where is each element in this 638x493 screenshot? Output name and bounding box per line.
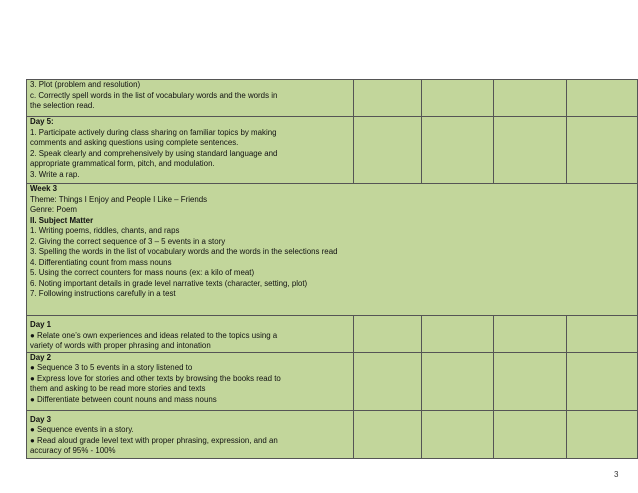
subject-item: 5. Using the correct counters for mass nouns (ex: a kilo of meat)	[30, 268, 255, 277]
text-line: ● Differentiate between count nouns and mass nouns	[30, 394, 217, 404]
text-line: them and asking to be read more stories and texts	[30, 384, 206, 393]
empty-cell	[494, 316, 567, 353]
objectives-cell	[27, 352, 354, 410]
week-theme: Theme: Things I Enjoy and People I Like – Friends	[30, 194, 208, 204]
objectives-cell	[27, 80, 354, 117]
day-heading: Day 2	[30, 352, 52, 362]
table-row	[27, 410, 638, 458]
subject-item: 4. Differentiating count from mass nouns	[30, 257, 172, 267]
text-line: 3. Plot (problem and resolution)	[30, 80, 141, 89]
text-line: ● Sequence 3 to 5 events in a story listened to	[30, 363, 193, 372]
empty-cell	[422, 410, 494, 458]
empty-cell	[494, 352, 567, 410]
subject-item: 6. Noting important details in grade level narrative texts (character, setting, plot)	[30, 278, 308, 288]
empty-cell	[494, 80, 567, 117]
empty-cell	[354, 352, 422, 410]
subject-item: 3. Spelling the words in the list of vocabulary words and the words in the selections read	[30, 247, 338, 256]
text-line: accuracy of 95% - 100%	[30, 446, 116, 455]
table-row	[27, 117, 638, 184]
table-row	[27, 352, 638, 410]
table-row	[27, 184, 638, 316]
empty-cell	[422, 316, 494, 353]
empty-cell	[567, 80, 638, 117]
text-line: ● Read aloud grade level text with proper phrasing, expression, and an	[30, 435, 278, 445]
text-line: appropriate grammatical form, pitch, and modulation.	[30, 159, 215, 168]
text-line: ● Relate one’s own experiences and ideas related to the topics using a	[30, 330, 278, 340]
empty-cell	[354, 117, 422, 184]
text-line: ● Express love for stories and other texts by browsing the books read to	[30, 373, 281, 383]
lesson-plan-table	[26, 79, 638, 459]
table-row	[27, 316, 638, 353]
objectives-cell	[27, 316, 354, 353]
subject-item: 7. Following instructions carefully in a test	[30, 289, 176, 298]
subject-item: 1. Writing poems, riddles, chants, and raps	[30, 226, 180, 235]
text-line: the selection read.	[30, 101, 95, 110]
subject-matter-heading: II. Subject Matter	[30, 215, 94, 225]
empty-cell	[567, 117, 638, 184]
week-title: Week 3	[30, 184, 58, 193]
empty-cell	[422, 352, 494, 410]
empty-cell	[354, 316, 422, 353]
week-cell	[27, 184, 638, 316]
empty-cell	[567, 410, 638, 458]
empty-cell	[494, 410, 567, 458]
empty-cell	[354, 410, 422, 458]
objectives-cell	[27, 117, 354, 184]
empty-cell	[422, 117, 494, 184]
text-line: comments and asking questions using complete sentences.	[30, 138, 239, 147]
day-heading: Day 1	[30, 320, 52, 329]
empty-cell	[354, 80, 422, 117]
objectives-cell	[27, 410, 354, 458]
text-line: ● Sequence events in a story.	[30, 425, 134, 434]
text-line: c. Correctly spell words in the list of vocabulary words and the words in	[30, 90, 278, 100]
empty-cell	[422, 80, 494, 117]
empty-cell	[567, 352, 638, 410]
day-heading: Day 3	[30, 414, 52, 424]
text-line: 3. Write a rap.	[30, 169, 80, 179]
subject-item: 2. Giving the correct sequence of 3 – 5 events in a story	[30, 236, 226, 246]
table-row	[27, 80, 638, 117]
text-line: 1. Participate actively during class sharing on familiar topics by making	[30, 127, 277, 137]
week-genre: Genre: Poem	[30, 205, 77, 214]
empty-cell	[494, 117, 567, 184]
page-number: 3	[614, 470, 619, 479]
text-line: 2. Speak clearly and comprehensively by using standard language and	[30, 148, 278, 158]
text-line: variety of words with proper phrasing and intonation	[30, 341, 211, 350]
day-heading: Day 5:	[30, 117, 54, 126]
empty-cell	[567, 316, 638, 353]
